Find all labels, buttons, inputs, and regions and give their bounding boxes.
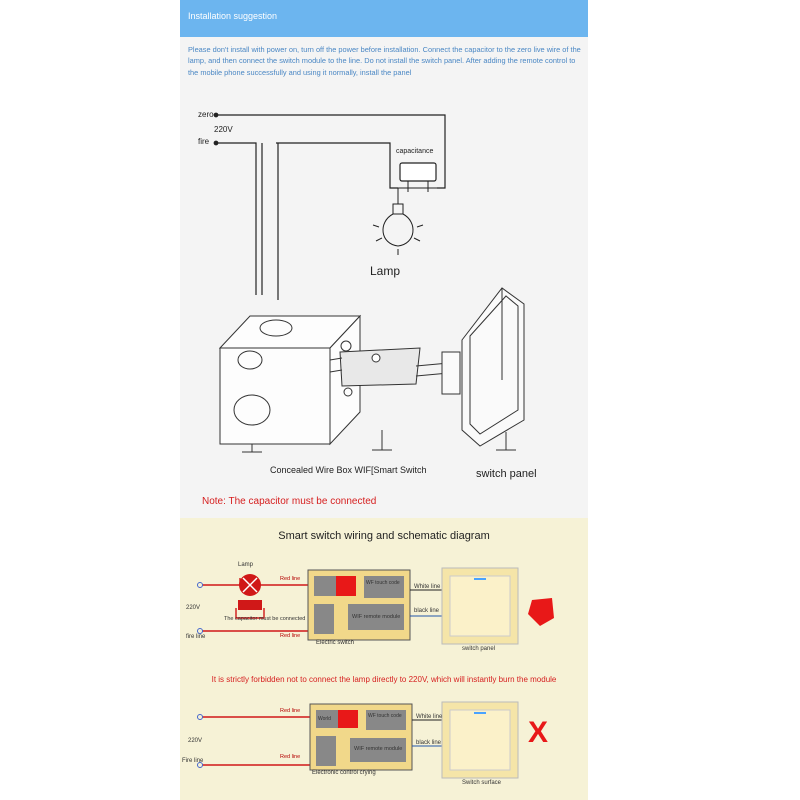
black-line-label: black line [416,740,442,746]
capacitor-note: Note: The capacitor must be connected [202,496,377,507]
wire-box [220,316,360,452]
capacitor-small-note: The capacitor must be connected [224,616,306,622]
zero-label: zero [198,110,214,119]
module-label: Electronic control crying [312,770,376,776]
schematic-drawing [180,518,588,800]
wire-box-label: Concealed Wire Box WIF[Smart Switch [270,465,427,475]
warning-text: It is strictly forbidden not to connect the lamp directly to 220V, which will instantly burn the module [211,675,557,684]
wiring-diagram [180,0,588,518]
touch-code-label: WF touch code [366,580,400,586]
remote-module-label: WIF remote module [352,614,401,620]
panel-caption: switch panel [462,646,496,652]
red-line-label: Red line [280,708,301,714]
fire-line-label: fire line [186,634,206,640]
capacitance-label: capacitance [396,148,434,155]
lamp-bulb-icon [373,188,437,255]
section-title: Installation suggestion [188,11,278,21]
red-line-label: Red line [280,633,301,639]
lamp-label: Lamp [370,264,401,278]
switch-panel-label: switch panel [476,468,537,480]
white-line-label: White line [416,714,443,720]
mains-wires [214,113,445,300]
touch-code-label: WF touch code [368,713,402,719]
switch-panel-drawing [442,288,524,450]
fire-label: fire [198,137,210,146]
product-page [180,0,588,800]
voltage-small-label: 220V [188,738,203,744]
forbidden-x-icon: X [528,716,549,749]
schematic-2 [198,702,519,778]
remote-module-label: WIF remote module [354,746,403,752]
schematic-title: Smart switch wiring and schematic diagram [278,530,490,542]
world-label: World [318,716,331,722]
panel-caption: Switch surface [462,780,502,786]
red-line-label: Red line [280,576,301,582]
white-line-label: White line [414,584,441,590]
lamp-small-label: Lamp [238,562,254,568]
schematic-section [180,518,588,800]
fire-line-label: Fire line [182,758,204,764]
red-line-label: Red line [280,754,301,760]
voltage-label: 220V [214,125,233,134]
capacitor-icon [238,600,262,610]
red-mark [528,598,554,626]
installation-notice: Please don't install with power on, turn off the power before installation. Connect the capacitor to the zero live wire of the lamp, and then connect the switch module to the line. Do not install the switch panel. After adding the remote control to the mobile phone successfully and using it normally, install the panel [188,45,581,77]
module-label: Electric switch [316,640,355,646]
black-line-label: black line [414,608,440,614]
voltage-small-label: 220V [186,605,201,611]
